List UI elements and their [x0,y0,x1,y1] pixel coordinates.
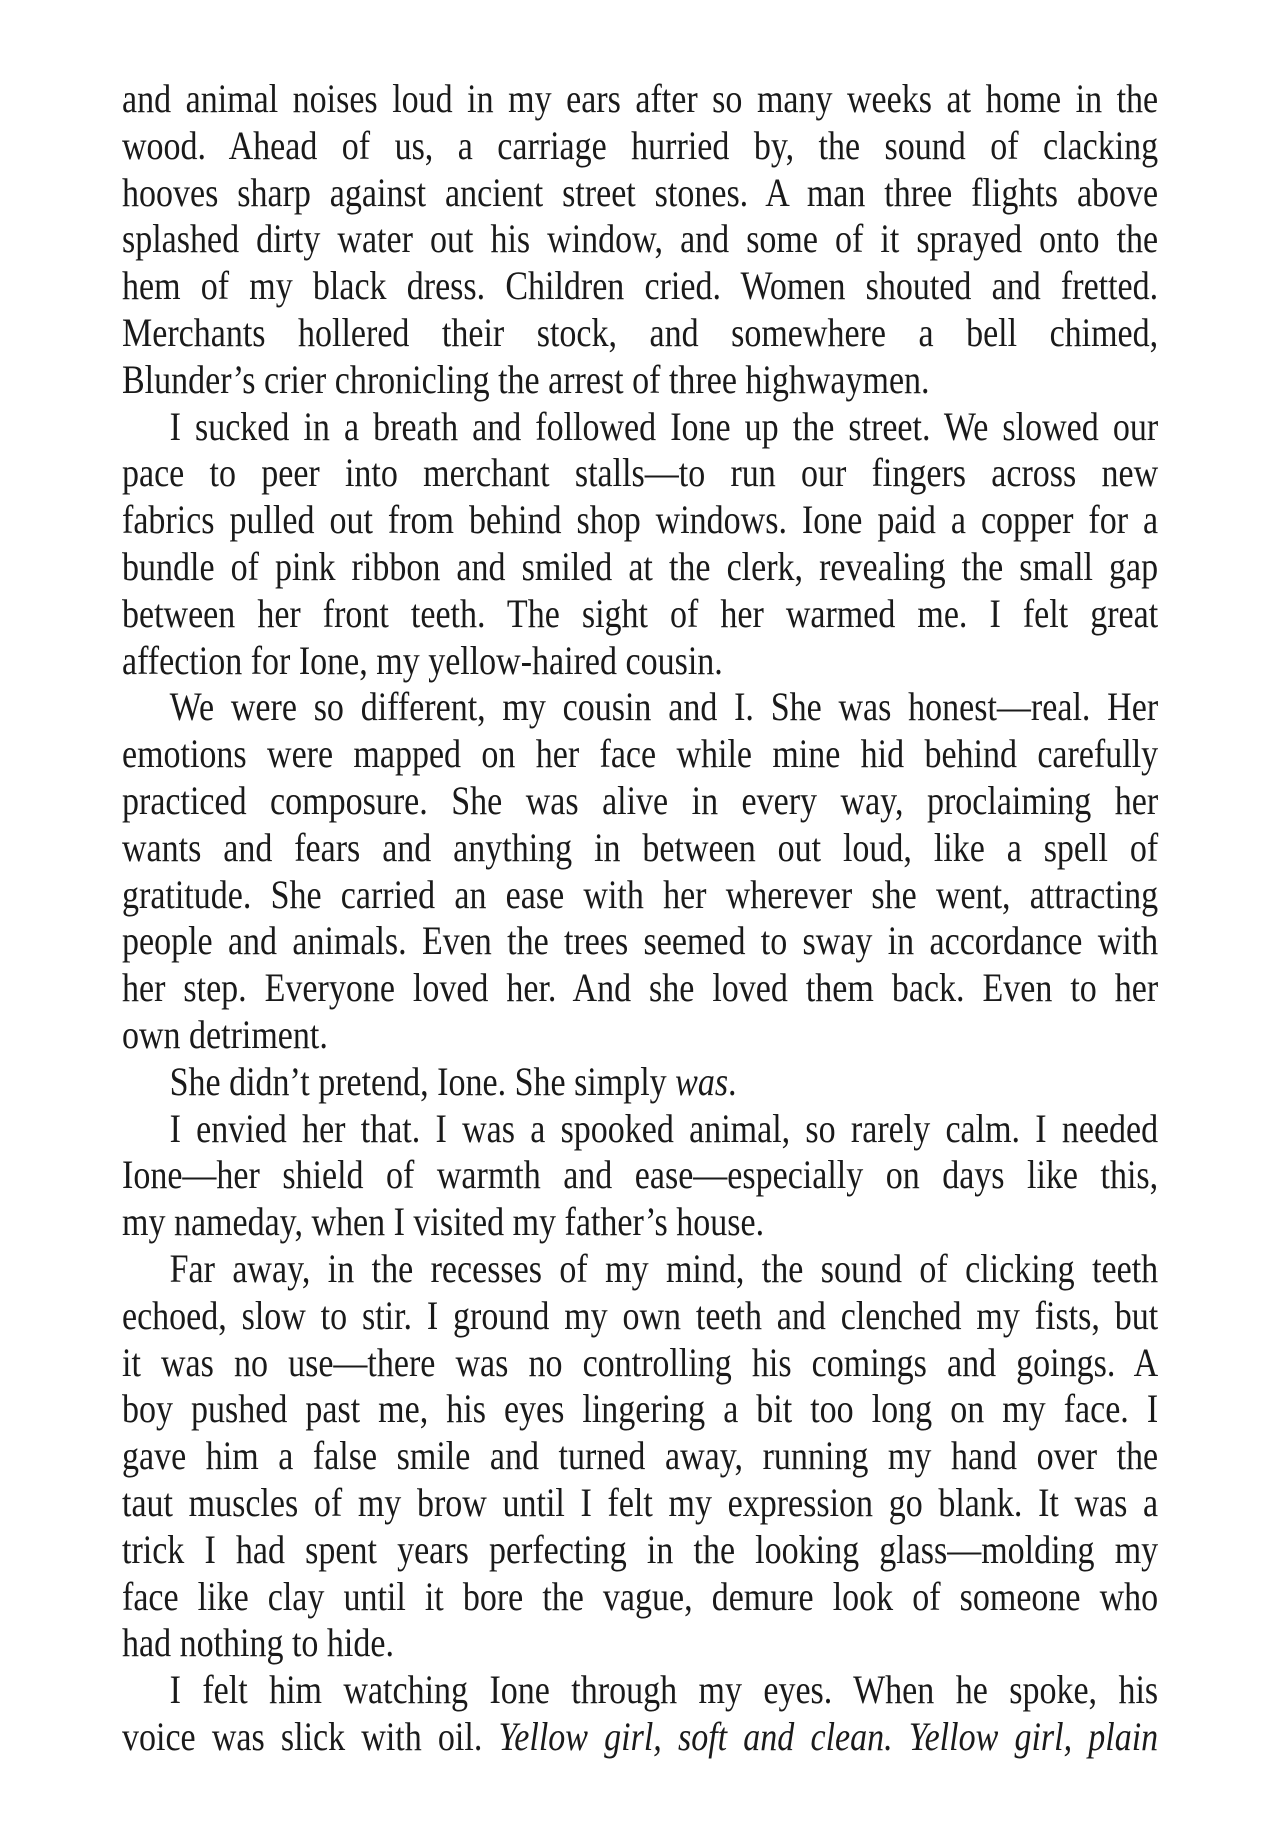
text-line [122,1714,1158,1761]
text-line: wood. Ahead of us, a carriage hurried by, the sound of clacking [122,122,1159,168]
paragraph [122,1246,1158,1667]
italic-text: was [675,1058,729,1104]
text-line: pace to peer into merchant stalls—to run our fingers across new [122,450,1159,496]
text-line: fabrics pulled out from behind shop windows. Ione paid a copper for a [122,497,1159,543]
text-line: Far away, in the recesses of my mind, the sound of clicking teeth [169,1245,1159,1291]
text-line: trick I had spent years perfecting in the looking glass—molding my [122,1526,1159,1572]
text-line [122,1059,1158,1106]
paragraph [122,1106,1158,1246]
text-line: own detriment. [122,1011,328,1057]
text-line: wants and fears and anything in between out loud, like a spell of [122,824,1159,870]
text-line: face like clay until it bore the vague, demure look of someone who [122,1573,1159,1619]
text-line: affection for Ione, my yellow-haired cousin. [122,637,723,683]
text-line: practiced composure. She was alive in every way, proclaiming her [122,777,1159,823]
text-line: I envied her that. I was a spooked animal, so rarely calm. I needed [169,1105,1159,1151]
text-line: people and animals. Even the trees seemed to sway in accordance with [122,918,1159,964]
text-line: her step. Everyone loved her. And she loved them back. Even to her [122,965,1159,1011]
text-line: Merchants hollered their stock, and somewhere a bell chimed, [122,309,1159,355]
paragraph [122,76,1158,404]
text-line: Ione—her shield of warmth and ease—especially on days like this, [122,1152,1159,1198]
text-line: I sucked in a breath and followed Ione up the street. We slowed our [169,403,1159,449]
text-segment: . [728,1058,737,1104]
text-line: it was no use—there was no controlling his comings and goings. A [122,1339,1159,1385]
paragraph [122,1667,1158,1761]
text-line: echoed, slow to stir. I ground my own teeth and clenched my fists, but [122,1292,1159,1338]
text-line: bundle of pink ribbon and smiled at the clerk, revealing the small gap [122,543,1159,589]
text-line: splashed dirty water out his window, and some of it sprayed onto the [122,216,1159,262]
text-line: taut muscles of my brow until I felt my expression go blank. It was a [122,1479,1159,1525]
text-line: gave him a false smile and turned away, running my hand over the [122,1433,1159,1479]
text-segment: voice was slick with oil. [122,1713,499,1759]
text-line: We were so different, my cousin and I. She was honest—real. Her [169,684,1159,730]
text-line: had nothing to hide. [122,1620,394,1666]
text-line: boy pushed past me, his eyes lingering a bit too long on my face. I [122,1386,1159,1432]
text-line: emotions were mapped on her face while mine hid behind carefully [122,731,1159,777]
paragraph [122,684,1158,1058]
text-line: hem of my black dress. Children cried. Women shouted and fretted. [122,263,1159,309]
text-line: my nameday, when I visited my father’s house. [122,1199,765,1245]
text-line: and animal noises loud in my ears after so many weeks at home in the [122,76,1159,121]
text-line: hooves sharp against ancient street stones. A man three flights above [122,169,1159,215]
text-segment: She didn’t pretend, Ione. She simply [169,1058,676,1104]
italic-text: Yellow girl, soft and clean. Yellow girl, plain [498,1713,1159,1759]
text-line: Blunder’s crier chronicling the arrest of three highwaymen. [122,356,930,402]
paragraph [122,1059,1158,1106]
book-page [122,76,1158,1761]
text-line: between her front teeth. The sight of her warmed me. I felt great [122,590,1159,636]
text-line: I felt him watching Ione through my eyes. When he spoke, his [169,1667,1159,1713]
paragraph [122,404,1158,685]
text-line: gratitude. She carried an ease with her wherever she went, attracting [122,871,1159,917]
